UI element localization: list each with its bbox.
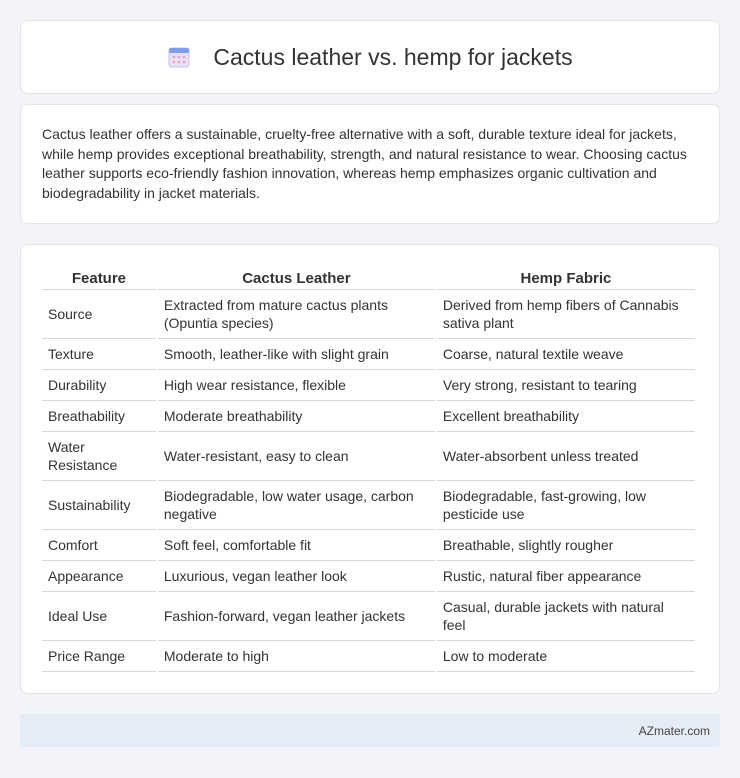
table-row [42,481,695,530]
table-row [42,401,695,432]
table-row [42,530,695,561]
feature-cell: Price Range [42,641,156,672]
feature-cell: Ideal Use [42,592,156,641]
summary-card [20,104,720,224]
feature-cell: Sustainability [42,481,156,530]
cactus-cell: Extracted from mature cactus plants (Opuntia species) [158,290,435,339]
cactus-cell: Water-resistant, easy to clean [158,432,435,481]
comparison-table [40,266,697,672]
feature-cell: Comfort [42,530,156,561]
feature-cell: Breathability [42,401,156,432]
cactus-cell: Biodegradable, low water usage, carbon negative [158,481,435,530]
table-row [42,592,695,641]
hemp-cell: Derived from hemp fibers of Cannabis sativa plant [437,290,695,339]
table-row [42,370,695,401]
table-row [42,432,695,481]
cactus-cell: Luxurious, vegan leather look [158,561,435,592]
header-hemp-fabric: Hemp Fabric [437,266,695,290]
feature-cell: Water Resistance [42,432,156,481]
cactus-cell: High wear resistance, flexible [158,370,435,401]
cactus-cell: Soft feel, comfortable fit [158,530,435,561]
table-row [42,339,695,370]
table-row [42,290,695,339]
table-row [42,641,695,672]
hemp-cell: Very strong, resistant to tearing [437,370,695,401]
comparison-table-card [20,244,720,694]
feature-cell: Source [42,290,156,339]
hemp-cell: Rustic, natural fiber appearance [437,561,695,592]
page-title: Cactus leather vs. hemp for jackets [213,43,573,70]
hemp-cell: Coarse, natural textile weave [437,339,695,370]
cactus-cell: Moderate to high [158,641,435,672]
footer [20,714,720,747]
hemp-cell: Low to moderate [437,641,695,672]
feature-cell: Durability [42,370,156,401]
hemp-cell: Excellent breathability [437,401,695,432]
hemp-cell: Breathable, slightly rougher [437,530,695,561]
footer-brand-link[interactable]: AZmater.com [638,723,710,738]
cactus-cell: Fashion-forward, vegan leather jackets [158,592,435,641]
feature-cell: Appearance [42,561,156,592]
table-header-row [42,266,695,290]
header-cactus-leather: Cactus Leather [158,266,435,290]
hemp-cell: Biodegradable, fast-growing, low pesticide use [437,481,695,530]
calendar-icon [167,45,191,69]
header-feature: Feature [42,266,156,290]
hemp-cell: Water-absorbent unless treated [437,432,695,481]
summary-text: Cactus leather offers a sustainable, cruelty-free alternative with a soft, durable texture ideal for jackets, while hemp provides exceptional breathability, strength, and natural resistance to wear. Choosing cactus leather supports eco-friendly fashion innovation, whereas hemp emphasizes organic cultivation and biodegradability in jacket materials. [42,126,687,201]
table-row [42,561,695,592]
feature-cell: Texture [42,339,156,370]
hemp-cell: Casual, durable jackets with natural feel [437,592,695,641]
cactus-cell: Smooth, leather-like with slight grain [158,339,435,370]
title-card [20,20,720,94]
cactus-cell: Moderate breathability [158,401,435,432]
